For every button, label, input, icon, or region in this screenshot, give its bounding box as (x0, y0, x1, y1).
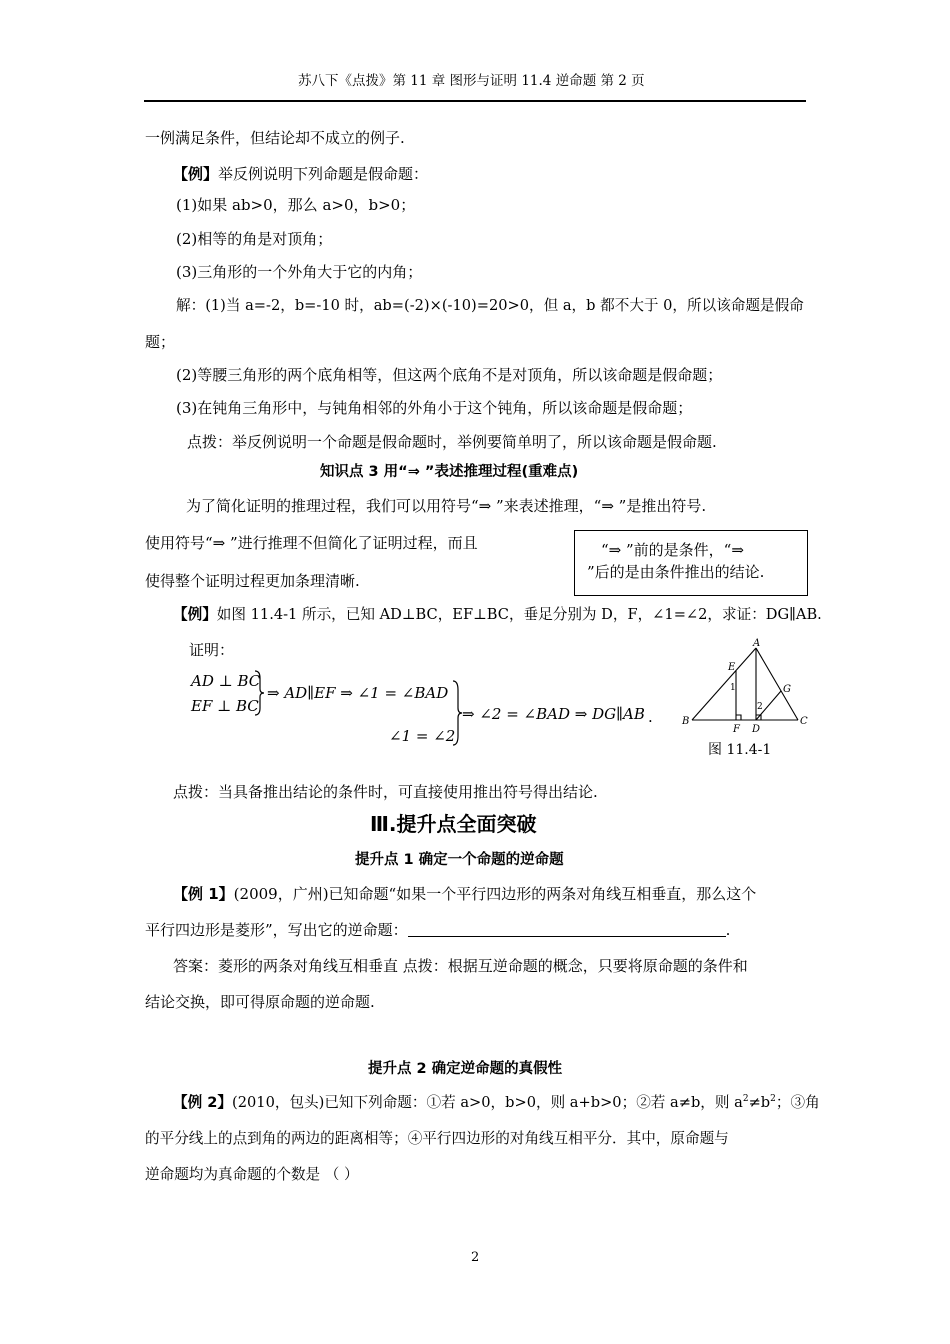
header-rule (144, 100, 806, 102)
label-d: D (752, 724, 761, 735)
note-box (574, 530, 808, 596)
condition-angle1-eq-angle2: ∠1 = ∠2 (389, 727, 456, 745)
solution-line-2: 题； (145, 333, 176, 351)
condition-ef-perp-bc: EF ⊥ BC (191, 697, 259, 715)
label-g: G (783, 684, 791, 695)
derivation-period: . (648, 708, 653, 726)
example1-item-1: (1)如果 ab>0，那么 a>0，b>0； (176, 196, 416, 214)
ex2-text-1b: ≠b (748, 1094, 771, 1111)
ex1-label: 【例 1】 (173, 885, 234, 903)
knowledge3-para-3: 使得整个证明过程更加条理清晰. (145, 572, 360, 590)
ex2-sup-1: 2 (742, 1094, 749, 1105)
example2-tip: 点拨：当具备推出结论的条件时，可直接使用推出符号得出结论. (173, 783, 598, 801)
ex2-line-2: 的平分线上的点到角的两边的距离相等；④平行四边形的对角线互相平分．其中，原命题与 (145, 1130, 729, 1147)
figure-caption: 图 11.4-1 (708, 742, 772, 758)
ex1-line-1 (173, 884, 756, 904)
derivation-step-2: ⇒ ∠2 = ∠BAD ⇒ DG∥AB (462, 705, 645, 723)
example1-tip: 点拨：举反例说明一个命题是假命题时，举例要简单明了，所以该命题是假命题. (187, 433, 717, 451)
proof-label: 证明： (189, 641, 235, 659)
ex2-line-3: 逆命题均为真命题的个数是 （ ） (145, 1166, 359, 1183)
example1-item-3: (3)三角形的一个外角大于它的内角； (176, 263, 423, 281)
solution-line-4: (3)在钝角三角形中，与钝角相邻的外角小于这个钝角，所以该命题是假命题； (176, 399, 693, 417)
ex2-text-1a: (2010，包头)已知下列命题：①若 a>0，b>0，则 a+b>0；②若 a≠b，则 a (232, 1094, 743, 1111)
ex1-period: . (725, 921, 731, 939)
page-header: 苏八下《点拨》第 11 章 图形与证明 11.4 逆命题 第 2 页 (298, 73, 645, 89)
brace-1 (253, 670, 265, 716)
label-e: E (728, 662, 736, 673)
answer-line-2: 结论交换，即可得原命题的逆命题. (145, 993, 375, 1011)
knowledge3-para-1: 为了简化证明的推理过程，我们可以用符号“⇒ ”来表述推理，“⇒ ”是推出符号. (186, 497, 707, 515)
right-angle-f (736, 715, 741, 720)
section3-title: Ⅲ.提升点全面突破 (370, 812, 537, 836)
intro-line: 一例满足条件，但结论却不成立的例子. (145, 129, 405, 147)
note-line-2: ”后的是由条件推出的结论. (587, 563, 765, 581)
ex2-label: 【例 2】 (173, 1094, 233, 1111)
knowledge3-title: 知识点 3 用“⇒ ”表述推理过程(重难点) (320, 464, 579, 480)
label-angle-1: 1 (730, 683, 736, 693)
example1-prompt (173, 164, 428, 184)
solution-line-1: 解：(1)当 a=-2，b=-10 时，ab=(-2)×(-10)=20>0，但 a，b 都不大于 0，所以该命题是假命 (176, 297, 804, 314)
answer-line-1: 答案：菱形的两条对角线互相垂直 点拨：根据互逆命题的概念，只要将原命题的条件和 (173, 957, 748, 975)
point2-title: 提升点 2 确定逆命题的真假性 (368, 1061, 563, 1077)
label-b: B (682, 716, 690, 727)
ex1-text-1: (2009，广州)已知命题“如果一个平行四边形的两条对角线互相垂直，那么这个 (233, 885, 757, 903)
example2-label: 【例】 (173, 606, 217, 623)
answer-blank[interactable] (408, 920, 726, 937)
figure-11-4-1 (680, 636, 810, 740)
example1-item-2: (2)相等的角是对顶角； (176, 230, 333, 248)
label-a: A (753, 638, 761, 649)
example2-prompt-text: 如图 11.4-1 所示，已知 AD⊥BC，EF⊥BC，垂足分别为 D，F，∠1=∠2，求证：DG∥AB. (216, 606, 822, 623)
point1-title: 提升点 1 确定一个命题的逆命题 (355, 852, 564, 868)
label-angle-2: 2 (757, 702, 763, 712)
label-c: C (800, 716, 808, 727)
derivation-step-1: ⇒ AD∥EF ⇒ ∠1 = ∠BAD (267, 684, 449, 702)
example2-prompt (173, 605, 822, 625)
knowledge3-para-2: 使用符号“⇒ ”进行推理不但简化了证明过程，而且 (145, 534, 478, 552)
segment-ab (692, 648, 756, 720)
ex2-sup-2: 2 (770, 1094, 776, 1105)
label-f: F (733, 724, 740, 735)
note-line-1: “⇒ ”前的是条件，“⇒ (601, 541, 744, 559)
ex2-line-1 (173, 1093, 820, 1113)
example1-prompt-text: 举反例说明下列命题是假命题： (218, 165, 429, 183)
example1-label: 【例】 (173, 165, 219, 183)
condition-ad-perp-bc: AD ⊥ BC (191, 672, 261, 690)
ex1-text-2: 平行四边形是菱形”，写出它的逆命题： (145, 921, 408, 939)
ex1-line-2 (145, 920, 730, 940)
solution-line-3: (2)等腰三角形的两个底角相等，但这两个底角不是对顶角，所以该命题是假命题； (176, 366, 723, 384)
ex2-text-1c: ；③角 (775, 1094, 820, 1111)
page-number: 2 (471, 1250, 480, 1265)
